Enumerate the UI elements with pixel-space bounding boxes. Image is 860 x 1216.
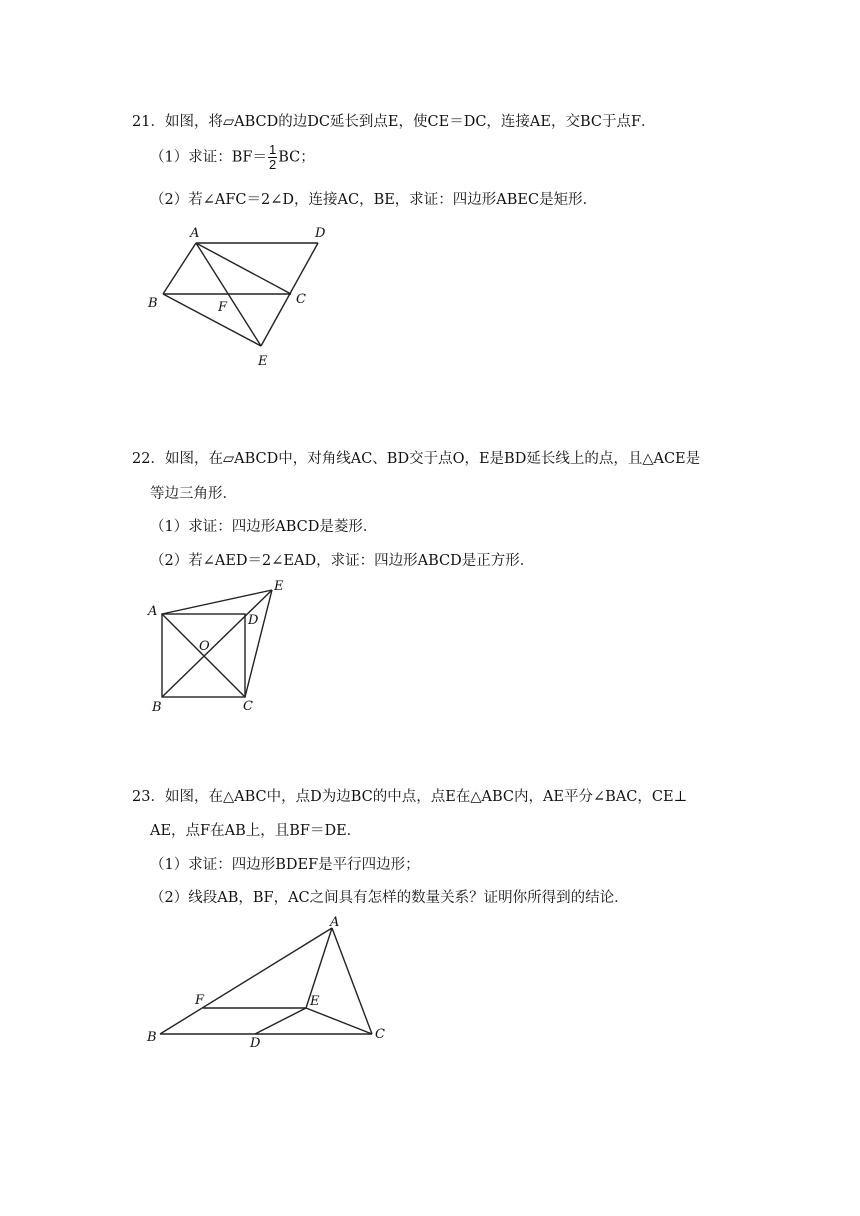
q23-part2: （2）线段AB，BF，AC之间具有怎样的数量关系？证明你所得到的结论． xyxy=(150,890,629,906)
fraction-numerator: 1 xyxy=(268,142,277,157)
q22-stem-line2: 等边三角形． xyxy=(150,486,237,502)
label-E: E xyxy=(310,994,320,1009)
label-C: C xyxy=(375,1027,385,1042)
q21-part1-suffix: BC； xyxy=(278,149,315,166)
label-F: F xyxy=(195,993,205,1008)
segment-DE xyxy=(255,1008,306,1034)
q23-stem-line2: AE，点F在AB上，且BF＝DE． xyxy=(150,823,362,839)
q21-part1-prefix: （1）求证：BF＝ xyxy=(150,149,267,166)
label-D: D xyxy=(250,1036,261,1051)
label-O: O xyxy=(199,639,210,654)
label-E: E xyxy=(258,354,268,369)
label-D: D xyxy=(248,613,259,628)
q22-part1: （1）求证：四边形ABCD是菱形． xyxy=(150,519,378,535)
label-A: A xyxy=(148,604,158,619)
label-B: B xyxy=(152,700,162,715)
fraction-denominator: 2 xyxy=(268,157,277,172)
segment-AC xyxy=(332,928,372,1034)
segment-EC xyxy=(306,1008,372,1034)
label-C: C xyxy=(243,699,253,714)
q22-stem-line1: 22．如图，在▱ABCD中，对角线AC、BD交于点O，E是BD延长线上的点，且△ACE是 xyxy=(132,451,701,467)
label-E: E xyxy=(274,579,284,594)
label-A: A xyxy=(190,226,200,241)
q21-stem: 21．如图，将▱ABCD的边DC延长到点E，使CE＝DC，连接AE，交BC于点F． xyxy=(132,114,656,130)
label-D: D xyxy=(315,226,326,241)
q21-part2: （2）若∠AFC＝2∠D，连接AC，BE，求证：四边形ABEC是矩形． xyxy=(150,192,598,208)
q22-part2: （2）若∠AED＝2∠EAD，求证：四边形ABCD是正方形． xyxy=(150,553,535,569)
label-A: A xyxy=(330,915,340,930)
segment-BA xyxy=(160,928,332,1034)
label-C: C xyxy=(296,292,306,307)
q23-stem-line1: 23．如图，在△ABC中，点D为边BC的中点，点E在△ABC内，AE平分∠BAC，CE⊥ xyxy=(132,789,688,805)
label-B: B xyxy=(147,1030,157,1045)
label-F: F xyxy=(218,300,228,315)
label-B: B xyxy=(148,296,158,311)
q23-part1: （1）求证：四边形BDEF是平行四边形； xyxy=(150,857,420,873)
